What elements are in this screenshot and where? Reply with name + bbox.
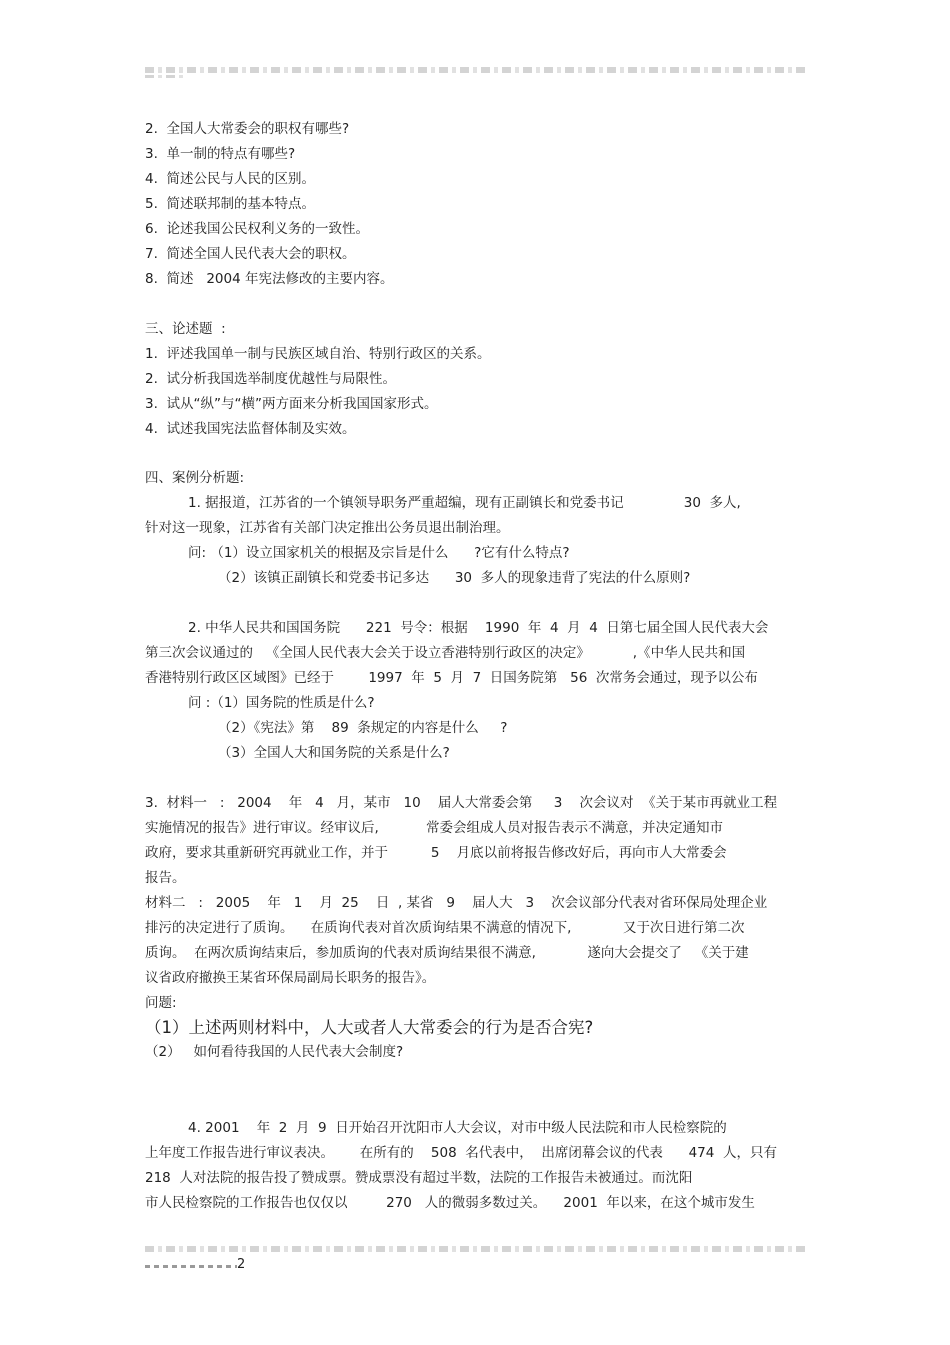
case4-text: 4. 2001 年 2 月 9 日开始召开沈阳市人大会议，对市中级人民法院和市人民检察院的 [188, 1120, 727, 1136]
case2-question: （2）《宪法》第 89 条规定的内容是什么 ? [218, 720, 508, 736]
case3-text: 材料二 : 2005 年 1 月 25 日 , 某省 9 届人大 3 次会议部分代表对省环保局处理企业 [145, 895, 768, 911]
case3-question: （2） 如何看待我国的人民代表大会制度? [145, 1044, 404, 1060]
essay-section-title: 三、论述题 : [145, 321, 226, 337]
essay-item: 2. 试分析我国选举制度优越性与局限性。 [145, 371, 396, 387]
case2-text: 第三次会议通过的 《全国人民代表大会关于设立香港特别行政区的决定》 ,《中华人民共和国 [145, 645, 746, 661]
short-answer-item: 3. 单一制的特点有哪些? [145, 146, 296, 162]
page-number: 2 [237, 1257, 246, 1272]
essay-item: 3. 试从“纵”与“横”两方面来分析我国国家形式。 [145, 396, 438, 412]
case2-question: （3）全国人大和国务院的关系是什么? [218, 745, 450, 761]
short-answer-item: 2. 全国人大常委会的职权有哪些? [145, 121, 350, 137]
short-answer-item: 5. 简述联邦制的基本特点。 [145, 196, 315, 212]
case2-text: 香港特别行政区区域图》已经于 1997 年 5 月 7 日国务院第 56 次常务会通过，现予以公布 [145, 670, 758, 686]
case3-text: 实施情况的报告》进行审议。经审议后, 常委会组成人员对报告表示不满意，并决定通知市 [145, 820, 723, 836]
essay-item: 1. 评述我国单一制与民族区域自治、特别行政区的关系。 [145, 346, 491, 362]
case3-question: （1）上述两则材料中，人大或者人大常委会的行为是否合宪? [145, 1018, 594, 1037]
case1-question: 问: （1）设立国家机关的根据及宗旨是什么 ?它有什么特点? [188, 545, 570, 561]
case3-text: 3. 材料一 : 2004 年 4 月，某市 10 届人大常委会第 3 次会议对 《关于某市再就业工程 [145, 795, 778, 811]
case1-question: （2）该镇正副镇长和党委书记多达 30 多人的现象违背了宪法的什么原则? [218, 570, 691, 586]
case1-text: 针对这一现象，江苏省有关部门决定推出公务员退出制治理。 [145, 520, 510, 536]
case2-text: 2. 中华人民共和国国务院 221 号令：根据 1990 年 4 月 4 日第七届全国人民代表大会 [188, 620, 769, 636]
short-answer-item: 4. 简述公民与人民的区别。 [145, 171, 315, 187]
short-answer-item: 6. 论述我国公民权利义务的一致性。 [145, 221, 369, 237]
footer-dash [145, 1265, 237, 1268]
header-rule-tail [145, 75, 185, 78]
case3-text: 质询。 在两次质询结束后，参加质询的代表对质询结果很不满意, 遂向大会提交了 《关于建 [145, 945, 749, 961]
case3-question-label: 问题: [145, 995, 177, 1011]
case-section-title: 四、案例分析题: [145, 470, 245, 486]
case1-text: 1. 据报道，江苏省的一个镇领导职务严重超编，现有正副镇长和党委书记 30 多人, [188, 495, 741, 511]
case3-text: 排污的决定进行了质询。 在质询代表对首次质询结果不满意的情况下, 又于次日进行第二次 [145, 920, 745, 936]
case2-question: 问 :（1）国务院的性质是什么? [188, 695, 375, 711]
case3-text: 议省政府撤换王某省环保局副局长职务的报告》。 [145, 970, 436, 986]
case3-text: 政府，要求其重新研究再就业工作，并于 5 月底以前将报告修改好后，再向市人大常委会 [145, 845, 727, 861]
case4-text: 上年度工作报告进行审议表决。 在所有的 508 名代表中， 出席闭幕会议的代表 474 人，只有 [145, 1145, 777, 1161]
short-answer-item: 8. 简述 2004 年宪法修改的主要内容。 [145, 271, 394, 287]
essay-item: 4. 试述我国宪法监督体制及实效。 [145, 421, 356, 437]
case3-text: 报告。 [145, 870, 186, 886]
case4-text: 市人民检察院的工作报告也仅仅以 270 人的微弱多数过关。 2001 年以来，在这个城市发生 [145, 1195, 755, 1211]
footer-rule [145, 1246, 805, 1252]
short-answer-item: 7. 简述全国人民代表大会的职权。 [145, 246, 356, 262]
header-rule [145, 67, 805, 73]
case4-text: 218 人对法院的报告投了赞成票。赞成票没有超过半数，法院的工作报告未被通过。而沈阳 [145, 1170, 693, 1186]
